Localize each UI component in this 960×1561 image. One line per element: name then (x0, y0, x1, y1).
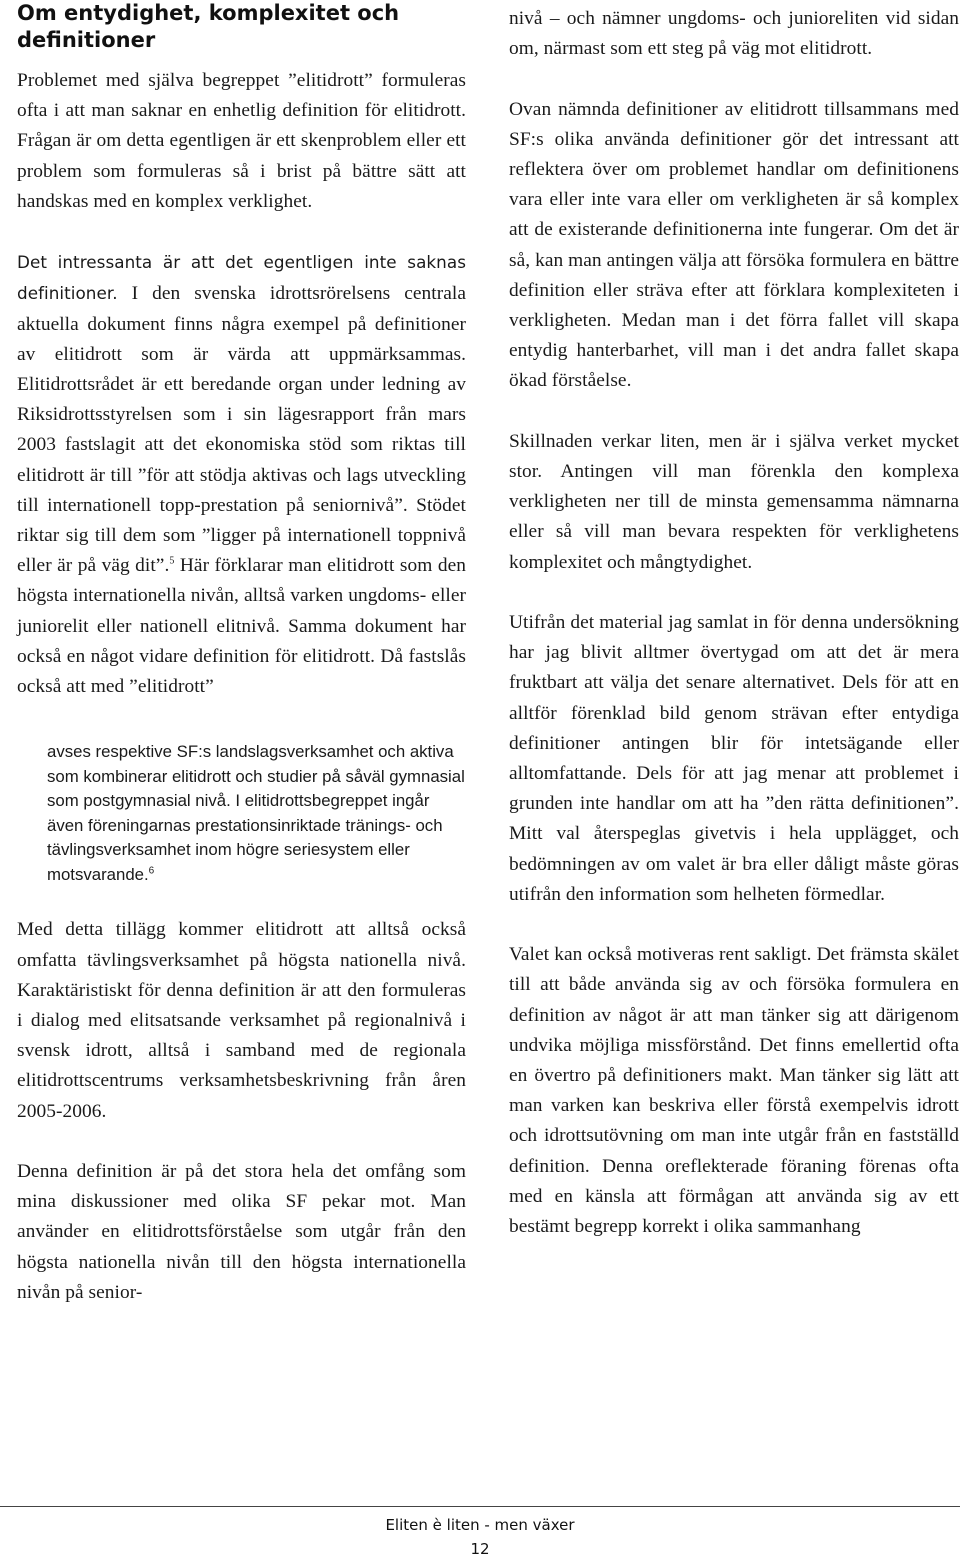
paragraph-2-text-a: I den svenska idrottsrörelsens centrala aktuella dokument finns några exempel på definitioner av elitidrott som är värda att uppmärksammas. Elitidrottsrådet är ett beredande organ under ledning av Riksidrottsstyrelsen som i sin lägesrapport från mars 2003 fastslagit att det ekonomiska stöd som riktas till elitidrott är till ”för att stödja aktivas och lags utveckling till internationell topp-prestation på seniornivå”. Stödet riktar sig till dem som ”ligger på internationell toppnivå eller är på väg dit”. (17, 283, 466, 577)
paragraph-6: Ovan nämnda definitioner av elitidrott tillsammans med SF:s olika använda definitioner gör det intressant att reflektera över om problemet handlar om definitionens vara eller inte vara eller om verkligheten är så komplex att de existerande definitionerna inte fungerar. Om det är så, kan man antingen välja att försöka formulera en bättre definition eller sträva efter att förklara komplexiteten i verkligheten. Medan man i det förra fallet vill skapa entydig hanterbarhet, vill man i det andra fallet skapa ökad förståelse. (509, 98, 959, 392)
section-heading: Om entydighet, komplexitet och definitioner (17, 1, 400, 52)
page-number: 12 (470, 1540, 490, 1558)
paragraph-1: Problemet med själva begreppet ”elitidrott” formuleras ofta i att man saknar en enhetlig definition för elitidrott. Frågan är om detta egentligen är ett skenproblem eller ett problem som formuleras så i brist på bättre sätt att handskas med en komplex verklighet. (17, 70, 466, 212)
paragraph-5: nivå – och nämner ungdoms- och junioreliten vid sidan om, närmast som ett steg på väg mot elitidrott. (509, 8, 959, 60)
left-column (17, 0, 466, 1338)
footnote-ref-5: 5 (169, 555, 175, 567)
paragraph-7: Skillnaden verkar liten, men är i själva verket mycket stor. Antingen vill man förenkla den komplexa verkligheten ner till de minsta gemensamma nämnarna eller så vill man bevara respekten för verklighetens komplexitet och mångtydighet. (509, 430, 959, 573)
paragraph-8: Utifrån det material jag samlat in för denna undersökning har jag blivit alltmer övertygad om att det är mera fruktbart att välja det senare alternativet. Dels för att en alltför förenklad bild genom strävan efter entydiga definitioner antingen blir för intetsägande eller alltomfattande. Dels för att jag menar att problemet i grunden inte handlar om att ha ”den rätta definitionen”. Mitt val återspeglas givetvis i hela upplägget, och bedömningen av om valet är bra eller dåligt måste göras utifrån den information som helheten förmedlar. (509, 612, 959, 905)
paragraph-3: Med detta tillägg kommer elitidrott att alltså också omfatta tävlingsverksamhet på högsta nationella nivå. Karaktäristiskt för denna definition är att den formuleras i dialog med elitsatsande verksamhet på regionalnivå i svensk idrott, alltså i samband med de regionala elitidrottscentrums verksamhetsbeskrivning från åren 2005-2006. (17, 919, 466, 1122)
paragraph-2-text-b: Här förklarar man elitidrott som den högsta internationella nivån, alltså varken ungdoms- eller juniorelit eller nationell elitnivå. Samma dokument har också en något vidare definition för elitidrott. Då fastslås också att med ”elitidrott” (17, 555, 466, 698)
paragraph-9: Valet kan också motiveras rent sakligt. Det främsta skälet till att både använda sig av och försöka formulera en definition av något är att man tänker sig att därigenom undvika möjliga missförstånd. Det finns emellertid ofta en övertro på definitioners makt. Man tänker sig lätt att man varken kan beskriva eller förstå exempelvis idrott och idrottsutövning om man inte utgår från en fastställd definition. Denna oreflekterade föraning förenas ofta med en känsla att förmågan att använda sig av ett bestämt begrepp korrekt i olika sammanhang (509, 944, 959, 1238)
paragraph-2-lead: Det intressanta är att det egentligen inte saknas definitioner. (17, 252, 466, 304)
block-quote (47, 732, 466, 887)
paragraph-4: Denna definition är på det stora hela det omfång som mina diskussioner med olika SF pekar mot. Man använder en elitidrottsförståelse som utgår från den högsta nationella nivån till den högsta internationella nivån på senior- (17, 1161, 466, 1303)
block-quote-text: avses respektive SF:s landslagsverksamhet och aktiva som kombinerar elitidrott och studier på såväl gymnasial som postgymnasial nivå. I elitidrottsbegreppet ingår även föreningarnas prestationsinriktade tränings- och tävlingsverksamhet inom högre seriesystem eller motsvarande. (47, 742, 465, 884)
right-column (509, 4, 959, 1272)
footer-divider (0, 1506, 960, 1507)
footer-publication-title: Eliten è liten - men växer (385, 1516, 575, 1534)
paragraph-2 (17, 247, 466, 702)
footnote-ref-6: 6 (148, 865, 155, 877)
